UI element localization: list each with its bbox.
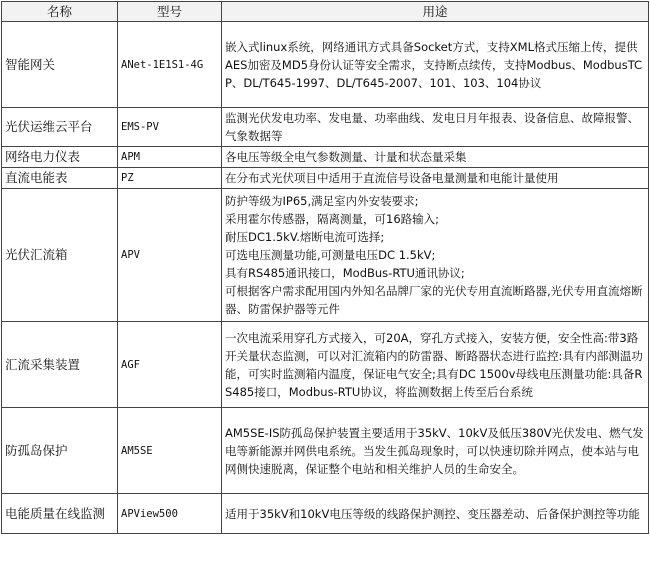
usage-line: AM5SE-IS防孤岛保护装置主要适用于35kV、10kV及低压380V光伏发电、燃气发电等新能源并网供电系统。当发生孤岛现象时，可以快速切除并网点，使本站与电网侧快速脱离，保证整个电站和相关维护人员的生命安全。	[225, 425, 644, 476]
product-usage	[222, 168, 649, 189]
product-name: 光伏汇流箱	[2, 189, 118, 322]
usage-line: 在分布式光伏项目中适用于直流信号设备电量测量和电能计量使用	[225, 171, 559, 185]
table-header-row	[2, 2, 649, 22]
usage-line: 防护等级为IP65,满足室内外安装要求;	[225, 194, 419, 208]
product-model: AM5SE	[118, 408, 222, 494]
usage-line: 采用霍尔传感器，隔离测量，可16路输入;	[225, 212, 440, 226]
product-name: 智能网关	[2, 22, 118, 108]
table-row	[2, 408, 649, 494]
product-usage	[222, 108, 649, 147]
product-usage	[222, 147, 649, 168]
table-body	[2, 22, 649, 534]
product-name: 汇流采集装置	[2, 322, 118, 408]
table-row	[2, 22, 649, 108]
usage-line: 可根据客户需求配用国内外知名品牌厂家的光伏专用直流断路器,光伏专用直流熔断器、防雷保护器等元件	[225, 284, 643, 316]
product-model: EMS-PV	[118, 108, 222, 147]
product-usage	[222, 189, 649, 322]
product-usage	[222, 494, 649, 534]
usage-line: 耐压DC1.5kV.熔断电流可选择;	[225, 230, 385, 244]
product-usage	[222, 408, 649, 494]
table-row	[2, 494, 649, 534]
usage-line: 可选电压测量功能,可测量电压DC 1.5kV;	[225, 248, 436, 262]
product-table	[1, 1, 649, 534]
product-model: AGF	[118, 322, 222, 408]
product-name: 光伏运维云平台	[2, 108, 118, 147]
usage-line: 嵌入式linux系统，网络通讯方式具备Socket方式，支持XML格式压缩上传，提供AES加密及MD5身份认证等安全需求，支持断点续传，支持Modbus、ModbusTCP、DL/T645-1997、DL/T645-2007、101、103、104协议	[225, 39, 643, 90]
product-model: APView500	[118, 494, 222, 534]
product-usage	[222, 322, 649, 408]
product-model: APV	[118, 189, 222, 322]
table-row	[2, 108, 649, 147]
table-row	[2, 322, 649, 408]
product-usage	[222, 22, 649, 108]
usage-line: 适用于35kV和10kV电压等级的线路保护测控、变压器差动、后备保护测控等功能	[225, 506, 640, 521]
product-model: APM	[118, 147, 222, 168]
table-row	[2, 189, 649, 322]
product-name: 电能质量在线监测	[2, 494, 118, 534]
table-row	[2, 168, 649, 189]
product-name: 直流电能表	[2, 168, 118, 189]
header-name: 名称	[2, 2, 118, 22]
header-usage: 用途	[222, 2, 649, 22]
usage-line: 具有RS485通讯接口，ModBus-RTU通讯协议;	[225, 266, 465, 280]
product-model: ANet-1E1S1-4G	[118, 22, 222, 108]
header-model: 型号	[118, 2, 222, 22]
product-model: PZ	[118, 168, 222, 189]
product-name: 防孤岛保护	[2, 408, 118, 494]
usage-line: 一次电流采用穿孔方式接入，可20A，穿孔方式接入，安装方便，安全性高:带3路开关量状态监测，可以对汇流箱内的防雷器、断路器状态进行监控:具有内部测温功能，可实时监测箱内温度，保证电气安全;具有DC 1500v母线电压测量功能:具备RS485接口，Modbus-RTU协议，将监测数据上传至后台系统	[225, 330, 643, 399]
usage-line: 各电压等级全电气参数测量、计量和状态量采集	[225, 150, 467, 164]
table-row	[2, 147, 649, 168]
product-name: 网络电力仪表	[2, 147, 118, 168]
usage-line: 监测光伏发电功率、发电量、功率曲线、发电日月年报表、设备信息、故障报警、气象数据等	[225, 111, 639, 143]
